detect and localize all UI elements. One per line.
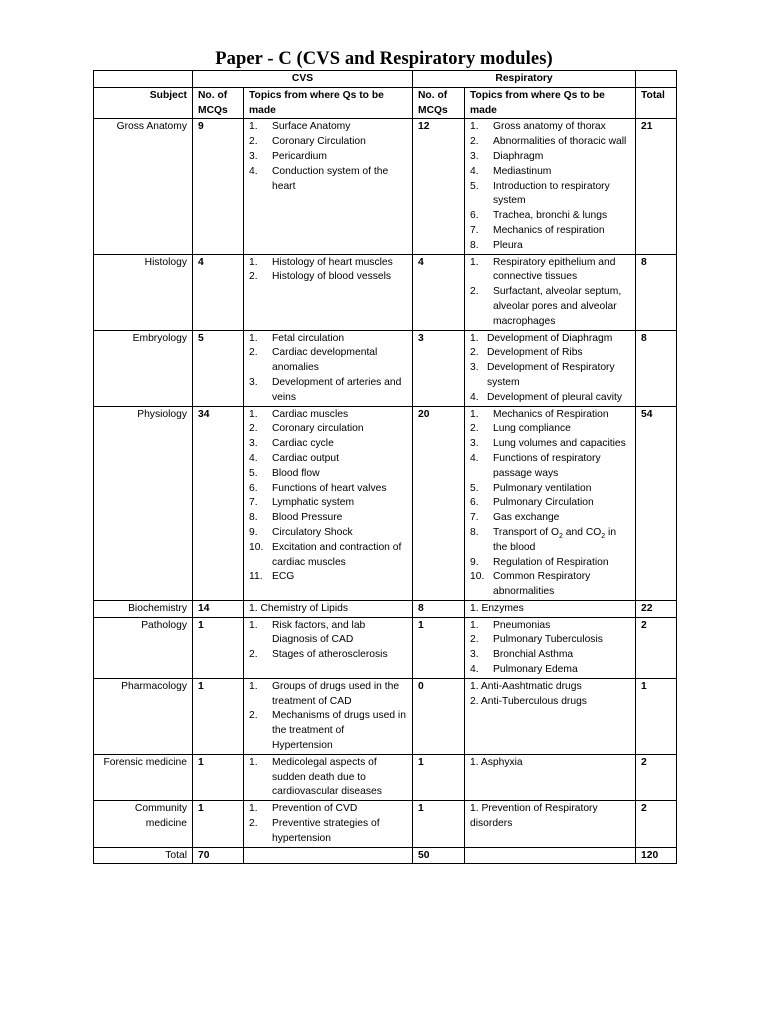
topic-number: 3. [249,376,258,388]
topic-item [470,452,630,482]
topic-item [470,332,630,347]
topic-text: Cardiac developmental anomalies [272,347,378,374]
topic-item [470,346,630,361]
topic-number: 2. [470,423,479,435]
topic-number: 2. [249,710,258,722]
topic-number: 6. [470,210,479,222]
topic-text: Histology of blood vessels [272,271,392,283]
topic-text: Cardiac cycle [272,438,334,450]
topic-text: Blood flow [272,467,320,479]
topic-item [249,408,407,423]
totals-label: Total [94,847,193,864]
subject-row [94,119,677,254]
topic-text: Development of arteries and veins [272,376,402,403]
blank-cell [244,847,413,864]
topic-text: Transport of $O_2$ and $CO_2$ in the blood [493,526,617,553]
topic-number: 3. [470,649,479,661]
topic-item [249,619,407,649]
topic-number: 3. [249,150,258,162]
topic-item [470,619,630,634]
topic-item [249,570,407,585]
respiratory-group-header: Respiratory [413,71,636,88]
resp-mcq-count: 8 [413,600,465,617]
subject-cell: Biochemistry [94,600,193,617]
cvs-group-header: CVS [193,71,413,88]
subject-cell: Physiology [94,406,193,600]
cvs-mcq-count: 5 [193,330,244,406]
subject-cell: Forensic medicine [94,754,193,800]
topic-text: Introduction to respiratory system [493,180,610,207]
topic-item [249,150,407,165]
subject-row [94,801,677,847]
cvs-topics-column-header: Topics from where Qs to be made [244,87,413,119]
topic-number: 1. [249,408,258,420]
topic-number: 8. [470,526,479,538]
topic-number: 3. [470,438,479,450]
resp-mcq-count: 3 [413,330,465,406]
resp-mcq-total: 50 [413,847,465,864]
topic-item [249,270,407,285]
row-total: 2 [636,617,677,678]
topic-number: 4. [470,452,479,464]
topic-number: 1. [249,256,258,268]
cvs-mcq-count: 4 [193,254,244,330]
subject-cell: Histology [94,254,193,330]
topic-item [470,209,630,224]
topic-item [249,332,407,347]
topic-list [470,332,630,406]
topic-list [249,408,407,586]
topic-number: 1. [470,408,479,420]
topic-item [470,437,630,452]
topic-list [249,802,407,846]
resp-mcq-count: 4 [413,254,465,330]
resp-topics-cell [465,254,636,330]
subject-row [94,754,677,800]
topic-number: 2. [470,136,479,148]
row-total: 21 [636,119,677,254]
topic-text: Development of pleural cavity [487,391,623,403]
topic-text: Prevention of CVD [272,803,358,815]
topic-number: 1. [249,680,258,692]
topic-item [249,165,407,195]
topic-number: 7. [249,497,258,509]
subject-cell: Gross Anatomy [94,119,193,254]
topic-item [249,709,407,753]
topic-item [249,452,407,467]
cvs-topics-cell [244,330,413,406]
topic-number: 4. [470,664,479,676]
resp-topics-cell [465,678,636,754]
topic-number: 6. [249,482,258,494]
topic-text: Functions of heart valves [272,482,387,494]
resp-mcq-count: 1 [413,754,465,800]
topic-item [470,135,630,150]
cvs-topics-cell [244,254,413,330]
topic-item [249,346,407,376]
resp-topics-cell [465,617,636,678]
topic-item [470,422,630,437]
row-total: 2 [636,754,677,800]
blank-header-cell [94,71,193,88]
topic-text: Fetal circulation [272,332,345,344]
cvs-topics-cell [244,801,413,847]
subject-row [94,254,677,330]
resp-topics-cell: 1. Asphyxia [465,754,636,800]
blank-cell [465,847,636,864]
resp-topics-cell [465,330,636,406]
topic-text: Gas exchange [493,512,560,524]
topic-number: 1. [249,332,258,344]
topic-text: Cardiac output [272,452,339,464]
topic-list [470,408,630,600]
topic-list [249,756,407,800]
cvs-topics-cell [244,119,413,254]
topic-number: 1. [470,121,479,133]
topic-text: Diaphragm [493,150,544,162]
topic-number: 4. [249,165,258,177]
topic-item [470,633,630,648]
topic-number: 9. [470,556,479,568]
topic-number: 1. [249,619,258,631]
topic-text: Excitation and contraction of cardiac muscles [272,541,402,568]
topic-number: 1. [249,803,258,815]
topic-item [249,376,407,406]
topic-text: Abnormalities of thoracic wall [493,136,627,148]
topic-list [249,332,407,406]
topic-text: Pneumonias [493,619,551,631]
totals-row [94,847,677,864]
subject-cell: Pathology [94,617,193,678]
topic-item [470,361,630,391]
topic-text: Lung compliance [493,423,571,435]
topic-list [249,619,407,663]
subject-row [94,600,677,617]
topic-number: 2. [249,423,258,435]
topic-text: Medicolegal aspects of sudden death due to cardiovascular diseases [272,756,382,798]
cvs-mcq-count: 9 [193,119,244,254]
subject-row [94,678,677,754]
topic-item [249,467,407,482]
topic-number: 11. [249,571,263,583]
topic-text: Histology of heart muscles [272,256,393,268]
topic-item [470,482,630,497]
topic-list [249,256,407,286]
topic-text: Pulmonary ventilation [493,482,592,494]
topic-text: Lung volumes and capacities [493,438,626,450]
topic-number: 2. [249,649,258,661]
topic-text: Blood Pressure [272,512,343,524]
topic-text: Mechanics of Respiration [493,408,609,420]
topic-item [249,680,407,710]
topic-text: Pulmonary Tuberculosis [493,634,603,646]
subject-row [94,617,677,678]
subject-cell: Embryology [94,330,193,406]
topic-item [470,570,630,600]
topic-number: 3. [470,150,479,162]
resp-topics-column-header: Topics from where Qs to be made [465,87,636,119]
topic-item [249,511,407,526]
cvs-topics-cell [244,617,413,678]
subject-row [94,330,677,406]
resp-mcq-count: 0 [413,678,465,754]
subject-column-header: Subject [94,87,193,119]
topic-item [470,120,630,135]
topic-text: Common Respiratory abnormalities [493,571,591,598]
topic-text: Surface Anatomy [272,121,351,133]
topic-text: Trachea, bronchi & lungs [493,210,608,222]
topic-item [249,817,407,847]
topic-list [249,120,407,194]
topic-item [249,526,407,541]
cvs-mcqs-column-header: No. of MCQs [193,87,244,119]
topic-number: 1. [470,332,479,344]
topic-text: Development of Respiratory system [487,362,615,388]
topic-list [470,256,630,330]
mcq-distribution-table [93,70,677,864]
topic-line: 2. Anti-Tuberculous drugs [470,695,587,707]
topic-item [470,224,630,239]
topic-text: Regulation of Respiration [493,556,609,568]
topic-text: Development of Ribs [487,347,583,359]
topic-number: 2. [249,347,258,359]
resp-mcqs-column-header: No. of MCQs [413,87,465,119]
topic-number: 4. [470,165,479,177]
topic-number: 5. [249,467,258,479]
topic-item [249,120,407,135]
row-total: 2 [636,801,677,847]
topic-item [249,802,407,817]
cvs-topics-cell [244,754,413,800]
cvs-mcq-count: 1 [193,678,244,754]
topic-number: 2. [470,286,479,298]
topic-number: 10. [249,541,264,553]
topic-item [470,496,630,511]
topic-item [470,648,630,663]
topic-item [470,663,630,678]
topic-text: Pulmonary Circulation [493,497,594,509]
resp-topics-cell [465,406,636,600]
topic-number: 3. [470,362,479,374]
resp-topics-cell [465,119,636,254]
row-total: 8 [636,330,677,406]
topic-text: Mechanics of respiration [493,224,605,236]
topic-item [470,391,630,406]
resp-mcq-count: 20 [413,406,465,600]
topic-text: Cardiac muscles [272,408,349,420]
subject-cell: Pharmacology [94,678,193,754]
topic-text: Surfactant, alveolar septum, alveolar pores and alveolar macrophages [493,286,622,327]
topic-item [470,285,630,329]
topic-text: Stages of atherosclerosis [272,649,388,661]
topic-text: Circulatory Shock [272,526,353,538]
blank-header-cell [636,71,677,88]
total-column-header: Total [636,87,677,119]
topic-number: 1. [249,756,258,768]
topic-text: Functions of respiratory passage ways [493,452,601,479]
topic-item [249,135,407,150]
topic-item [470,556,630,571]
topic-number: 4. [470,391,479,403]
cvs-mcq-count: 1 [193,617,244,678]
column-header-row [94,87,677,119]
topic-item [249,541,407,571]
topic-item [470,256,630,286]
cvs-topics-cell: 1. Chemistry of Lipids [244,600,413,617]
topic-text: Coronary Circulation [272,136,366,148]
topic-item [249,437,407,452]
topic-item [249,256,407,271]
row-total: 22 [636,600,677,617]
topic-text: Risk factors, and lab Diagnosis of CAD [272,619,366,646]
page-title: Paper - C (CVS and Respiratory modules) [215,49,553,69]
topic-list [249,680,407,754]
topic-text: Lymphatic system [272,497,355,509]
topic-number: 4. [249,452,258,464]
topic-number: 5. [470,180,479,192]
subject-cell: Community medicine [94,801,193,847]
topic-number: 2. [249,271,258,283]
cvs-mcq-count: 1 [193,754,244,800]
topic-number: 7. [470,224,479,236]
cvs-topics-cell [244,678,413,754]
topic-item [470,150,630,165]
topic-text: Mediastinum [493,165,552,177]
topic-item [470,165,630,180]
topic-text: Pericardium [272,150,327,162]
topic-line: 1. Anti-Aashtmatic drugs [470,680,582,692]
topic-text: Pleura [493,239,523,251]
topic-number: 6. [470,497,479,509]
topic-item [249,422,407,437]
topic-number: 8. [470,239,479,251]
topic-number: 3. [249,438,258,450]
topic-item [249,648,407,663]
topic-number: 8. [249,512,258,524]
topic-number: 1. [470,619,479,631]
topic-text: Development of Diaphragm [487,332,613,344]
resp-mcq-count: 1 [413,617,465,678]
subject-row [94,406,677,600]
topic-text: Mechanisms of drugs used in the treatment of Hypertension [272,710,406,752]
topic-text: Pulmonary Edema [493,664,578,676]
resp-mcq-count: 1 [413,801,465,847]
topic-item [470,511,630,526]
cvs-mcq-count: 34 [193,406,244,600]
topic-text: Groups of drugs used in the treatment of CAD [272,680,400,707]
topic-number: 2. [470,634,479,646]
topic-number: 1. [249,121,258,133]
topic-number: 2. [470,347,479,359]
topic-number: 5. [470,482,479,494]
resp-topics-cell: 1. Enzymes [465,600,636,617]
row-total: 54 [636,406,677,600]
topic-number: 2. [249,818,258,830]
topic-text: Respiratory epithelium and connective tissues [493,256,616,283]
topic-text: Gross anatomy of thorax [493,121,606,133]
topic-item [249,756,407,800]
topic-item [249,496,407,511]
topic-item [470,180,630,210]
topic-text: Coronary circulation [272,423,364,435]
topic-item [470,526,630,556]
row-total: 1 [636,678,677,754]
cvs-mcq-count: 14 [193,600,244,617]
cvs-mcq-total: 70 [193,847,244,864]
topic-number: 7. [470,512,479,524]
topic-list [470,120,630,253]
group-header-row [94,71,677,88]
topic-list [470,619,630,678]
topic-item [249,482,407,497]
topic-text: Conduction system of the heart [272,165,389,192]
topic-item [470,408,630,423]
resp-mcq-count: 12 [413,119,465,254]
cvs-mcq-count: 1 [193,801,244,847]
topic-number: 1. [470,256,479,268]
topic-number: 10. [470,571,485,583]
topic-number: 9. [249,526,258,538]
topic-number: 2. [249,136,258,148]
topic-text: Bronchial Asthma [493,649,574,661]
row-total: 8 [636,254,677,330]
topic-text: Preventive strategies of hypertension [272,818,380,844]
resp-topics-cell: 1. Prevention of Respiratory disorders [465,801,636,847]
topic-text: ECG [272,571,295,583]
grand-total: 120 [636,847,677,864]
cvs-topics-cell [244,406,413,600]
topic-item [470,239,630,254]
